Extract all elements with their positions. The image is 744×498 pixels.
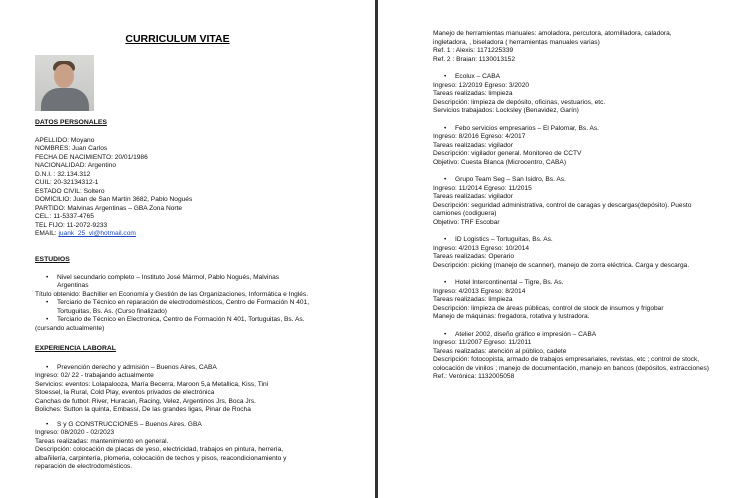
- personal-heading: DATOS PERSONALES: [35, 119, 107, 126]
- personal-line: FECHA DE NACIMIENTO: 20/01/1986: [35, 153, 148, 161]
- personal-line: TEL FIJO: 11-2072-9233: [35, 221, 108, 229]
- job-title: • Ecolux – CABA: [433, 73, 709, 82]
- job-line: Tareas realizadas: vigilador: [433, 193, 513, 200]
- experience-heading: EXPERIENCIA LABORAL: [35, 345, 116, 352]
- ref-line: Ref. 1 : Alexis: 1171225339: [433, 47, 514, 54]
- email-link[interactable]: juank_25_vl@hotmail.com: [58, 230, 136, 237]
- profile-photo: [35, 55, 94, 111]
- job-line: Tareas realizadas: atención al público, cadete: [433, 347, 567, 355]
- job-line: Ingreso: 02/ 22 - trabajando actualmente: [35, 372, 154, 379]
- job-title: • ID Logistics – Tortuguitas, Bs. As.: [433, 236, 709, 245]
- job-line: Ingreso: 12/2019 Egreso: 3/2020: [433, 81, 530, 89]
- study-item-cont: Tortuguitas, Bs. As. (Curso finalizado): [57, 307, 167, 315]
- job-title: • Febo servicios empresarios – El Palomar, Bs. As.: [433, 125, 709, 134]
- email-label: EMAIL:: [35, 230, 59, 237]
- job-title: • Grupo Team Seg – San Isidro, Bs. As.: [433, 176, 709, 185]
- personal-data-section: [35, 119, 192, 239]
- personal-line: DOMICILIO: Juan de San Martín 3682, Pablo Nogués: [35, 196, 193, 203]
- study-item-cont: Argentinas: [57, 282, 89, 289]
- job-line: Servicios trabajados: Locksley (Benavidez, Garín): [433, 107, 579, 114]
- job-line: albañilería, carpintería, plomeria, colocación de techos y pisos, reacondicionamiento y: [35, 454, 287, 462]
- job-line: Canchas de futbol: River, Huracan, Racing, Velez, Argentinos Jrs, Boca Jrs.: [35, 397, 256, 405]
- personal-line: NACIONALIDAD: Argentino: [35, 162, 116, 169]
- study-item: • Terciario de Técnico en Electronica, Centro de Formación N 401, Tortuguitas, Bs. As.: [35, 316, 309, 325]
- personal-line: ESTADO CIVIL: Soltero: [35, 187, 105, 195]
- personal-line: NOMBRES: Juan Carlos: [35, 145, 108, 152]
- job-line: Servicios: eventos: Lolapalooza, María Becerra, Maroon 5,a Metallica, Kiss, Tini: [35, 380, 269, 388]
- job-line: Boliches: Sutton la quinta, Embassi, De las grandes ligas, Pinar de Rocha: [35, 406, 251, 413]
- job-line: Ref.: Verónica: 1132005058: [433, 373, 515, 380]
- job-line: camiones (codiguera): [433, 210, 497, 217]
- job-line: colocación de vinilos ; manejo de documentación, manejo en bancos (depósitos, extracciones): [433, 364, 709, 372]
- job-line: Ingreso: 11/2007 Egreso: 11/2011: [433, 339, 532, 346]
- email-line: [35, 230, 192, 239]
- tools-line: Manejo de herramientas manuales: amoladora, percutora, atornilladora, caladora,: [433, 30, 672, 37]
- job-line: Tareas realizadas: vigilador: [433, 141, 513, 149]
- job-line: Descripción: fotocopista, armado de trabajos empresariales, revistas, etc ; control de stock,: [433, 356, 700, 363]
- study-item: • Terciario de Técnico en reparación de electrodomésticos, Centro de Formación N 401,: [35, 299, 309, 308]
- study-item: • Nivel secundario completo – Instituto José Mármol, Pablo Nogués, Malvinas: [35, 274, 309, 283]
- job-title: • Atelier 2002, diseño gráfico e impresión – CABA: [433, 331, 709, 340]
- personal-line: CEL.: 11-5337-4765: [35, 213, 94, 220]
- personal-line: D.N.I. : 32.134.312: [35, 170, 91, 178]
- job-line: Descripción: limpieza de áreas públicas, control de stock de insumos y frigobar: [433, 304, 664, 312]
- job-line: Descripción: seguridad administrativa, control de caragas y descargas(depósito). Puesto: [433, 201, 692, 209]
- job-line: Tareas realizadas: limpieza: [433, 90, 513, 97]
- job-line: Ingreso: 4/2013 Egreso: 10/2014: [433, 244, 530, 252]
- job-line: Tareas realizadas: Operario: [433, 253, 514, 260]
- right-page: [378, 0, 744, 498]
- experience-section: [35, 345, 286, 472]
- studies-heading: ESTUDIOS: [35, 256, 70, 263]
- right-column: [433, 30, 709, 382]
- job-line: Objetivo: Cuesta Blanca (Microcentro, CABA): [433, 158, 567, 166]
- personal-line: CUIL: 20-32134312-1: [35, 179, 99, 186]
- job-line: Ingreso: 08/2020 - 02/2023: [35, 429, 115, 436]
- personal-line: PARTIDO: Malvinas Argentinas – GBA Zona Norte: [35, 204, 183, 212]
- job-line: Manejo de máquinas: fregadora, rotativa y lustradora.: [433, 313, 590, 320]
- study-title-line: Título obtenido: Bachiller en Economía y Gestión de las Organizaciones, Informática e Inglés.: [35, 290, 309, 298]
- personal-line: APELLIDO: Moyano: [35, 136, 95, 144]
- job-line: reparación de electrodomésticos.: [35, 463, 133, 470]
- job-line: Descripción: picking (manejo de scanner), manejo de zorra eléctrica. Carga y descarga.: [433, 261, 690, 269]
- tools-line: ingletadora, , biseladora ( herramientas manuales varias): [433, 38, 600, 46]
- studies-section: [35, 256, 309, 333]
- job-line: Ingreso: 11/2014 Egreso: 11/2015: [433, 184, 532, 192]
- job-line: Tareas realizadas: mantenimiento en general.: [35, 437, 169, 445]
- job-line: Ingreso: 8/2016 Egreso: 4/2017: [433, 133, 526, 140]
- job-line: Ingreso: 4/2013 Egreso: 8/2014: [433, 287, 526, 295]
- ref-line: Ref. 2 : Braian: 1130013152: [433, 55, 515, 63]
- study-item-cont: (cursando actualmente): [35, 324, 105, 332]
- cv-title: CURRICULUM VITAE: [125, 33, 230, 45]
- job-title: • Prevención derecho y admisión – Buenos Aires, CABA: [35, 364, 286, 373]
- job-line: Descripción: limpieza de depósito, oficinas, vestuarios, etc.: [433, 98, 606, 106]
- job-line: Objetivo: TRF Escobar: [433, 218, 500, 226]
- job-line: Descripción: vigilador general. Monitoreo de CCTV: [433, 150, 582, 157]
- job-line: Stoessel, la Rural, Cold Play, eventos privados de electrónica: [35, 389, 215, 396]
- job-title: • Hotel Intercontinental – Tigre, Bs. As.: [433, 279, 709, 288]
- job-title: • S y G CONSTRUCCIONES – Buenos Aires. GBA: [35, 421, 286, 430]
- job-line: Tareas realizadas: limpieza: [433, 296, 513, 303]
- job-line: Descripción: colocación de placas de yeso, electricidad, trabajos en pintura, herrería,: [35, 446, 284, 453]
